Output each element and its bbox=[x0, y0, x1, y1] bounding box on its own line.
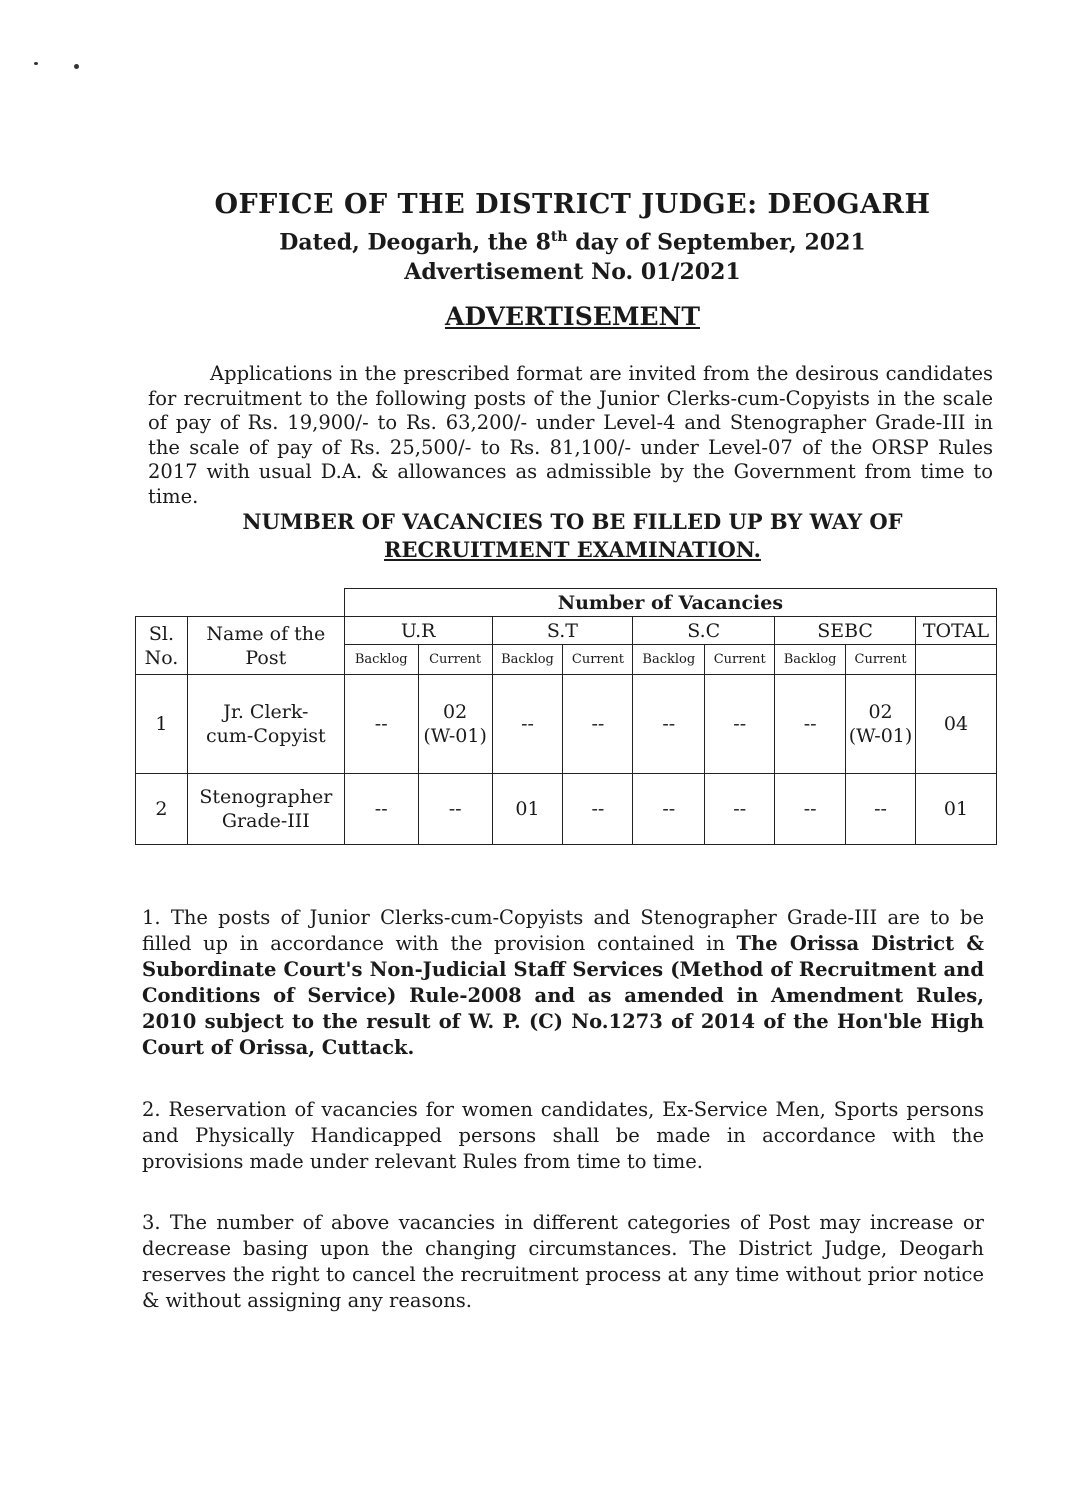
sebc-backlog-cell: -- bbox=[775, 774, 846, 845]
current-header: Current bbox=[418, 645, 492, 675]
sebc-backlog-cell: -- bbox=[775, 675, 846, 774]
advertisement-title-wrap bbox=[0, 302, 1065, 331]
current-header: Current bbox=[563, 645, 633, 675]
post-cell: Jr. Clerk- cum-Copyist bbox=[187, 675, 344, 774]
post-name-header: Name of the Post bbox=[187, 617, 344, 675]
backlog-header: Backlog bbox=[344, 645, 418, 675]
sc-backlog-cell: -- bbox=[633, 675, 705, 774]
total-cell: 01 bbox=[915, 774, 996, 845]
backlog-header: Backlog bbox=[492, 645, 563, 675]
scan-mark bbox=[34, 62, 38, 65]
sl-cell: 1 bbox=[136, 675, 188, 774]
sc-backlog-cell: -- bbox=[633, 774, 705, 845]
sebc-current-cell: 02 (W-01) bbox=[846, 675, 916, 774]
st-current-cell: -- bbox=[563, 675, 633, 774]
sc-current-cell: -- bbox=[705, 774, 775, 845]
group-header-sebc: SEBC bbox=[775, 617, 916, 645]
ur-backlog-cell: -- bbox=[344, 675, 418, 774]
advertisement-title: ADVERTISEMENT bbox=[444, 302, 701, 331]
intro-paragraph: Applications in the prescribed format are invited from the desirous candidates for recruitment to the following posts of the Junior Clerks-cum-Copyists in the scale of pay of Rs. 19,900/- to Rs. 63,200/- under Level-4 and Stenographer Grade-III in the scale of pay of Rs. 25,500/- to Rs. 81,100/- under Level-07 of the ORSP Rules 2017 with usual D.A. & allowances as admissible by the Government from time to time. bbox=[148, 362, 993, 508]
number-of-vacancies-header: Number of Vacancies bbox=[344, 589, 996, 617]
point-3: 3. The number of above vacancies in different categories of Post may increase or decrease basing upon the changing circumstances. The District Judge, Deogarh reserves the right to cancel the recruitment process at any time without prior notice & without assigning any reasons. bbox=[142, 1211, 984, 1312]
ur-backlog-cell: -- bbox=[344, 774, 418, 845]
st-current-cell: -- bbox=[563, 774, 633, 845]
scan-mark bbox=[74, 64, 79, 69]
table-row bbox=[136, 774, 997, 845]
date-line: Dated, Deogarh, the 8th day of September, 2021 bbox=[279, 229, 866, 256]
vacancy-table bbox=[135, 588, 997, 845]
point-1: 1. The posts of Junior Clerks-cum-Copyists and Stenographer Grade-III are to be filled up in accordance with the provision contained in The Orissa District & Subordinate Court's Non-Judicial Staff Services (Method of Recruitment and Conditions of Service) Rule-2008 and as amended in Amendment Rules, 2010 subject to the result of W. P. (C) No.1273 of 2014 of the Hon'ble High Court of Orissa, Cuttack. bbox=[142, 906, 984, 1059]
current-header: Current bbox=[846, 645, 916, 675]
sl-cell: 2 bbox=[136, 774, 188, 845]
group-header-ur: U.R bbox=[344, 617, 492, 645]
st-backlog-cell: 01 bbox=[492, 774, 563, 845]
sc-current-cell: -- bbox=[705, 675, 775, 774]
table-row bbox=[136, 675, 997, 774]
ur-current-cell: -- bbox=[418, 774, 492, 845]
backlog-header: Backlog bbox=[775, 645, 846, 675]
office-title: OFFICE OF THE DISTRICT JUDGE: DEOGARH bbox=[214, 189, 931, 220]
group-header-sc: S.C bbox=[633, 617, 775, 645]
advertisement-number: Advertisement No. 01/2021 bbox=[404, 259, 741, 286]
total-cell: 04 bbox=[915, 675, 996, 774]
vacancy-heading: NUMBER OF VACANCIES TO BE FILLED UP BY WAY OF RECRUITMENT EXAMINATION. bbox=[242, 509, 903, 562]
ur-current-cell: 02 (W-01) bbox=[418, 675, 492, 774]
sl-no-header: Sl. No. bbox=[136, 617, 188, 675]
total-header: TOTAL bbox=[915, 617, 996, 645]
post-cell: Stenographer Grade-III bbox=[187, 774, 344, 845]
backlog-header: Backlog bbox=[633, 645, 705, 675]
current-header: Current bbox=[705, 645, 775, 675]
point-2: 2. Reservation of vacancies for women candidates, Ex-Service Men, Sports persons and Physically Handicapped persons shall be made in accordance with the provisions made under relevant Rules from time to time. bbox=[142, 1098, 984, 1173]
document-header bbox=[0, 188, 1065, 287]
sebc-current-cell: -- bbox=[846, 774, 916, 845]
group-header-st: S.T bbox=[492, 617, 633, 645]
st-backlog-cell: -- bbox=[492, 675, 563, 774]
